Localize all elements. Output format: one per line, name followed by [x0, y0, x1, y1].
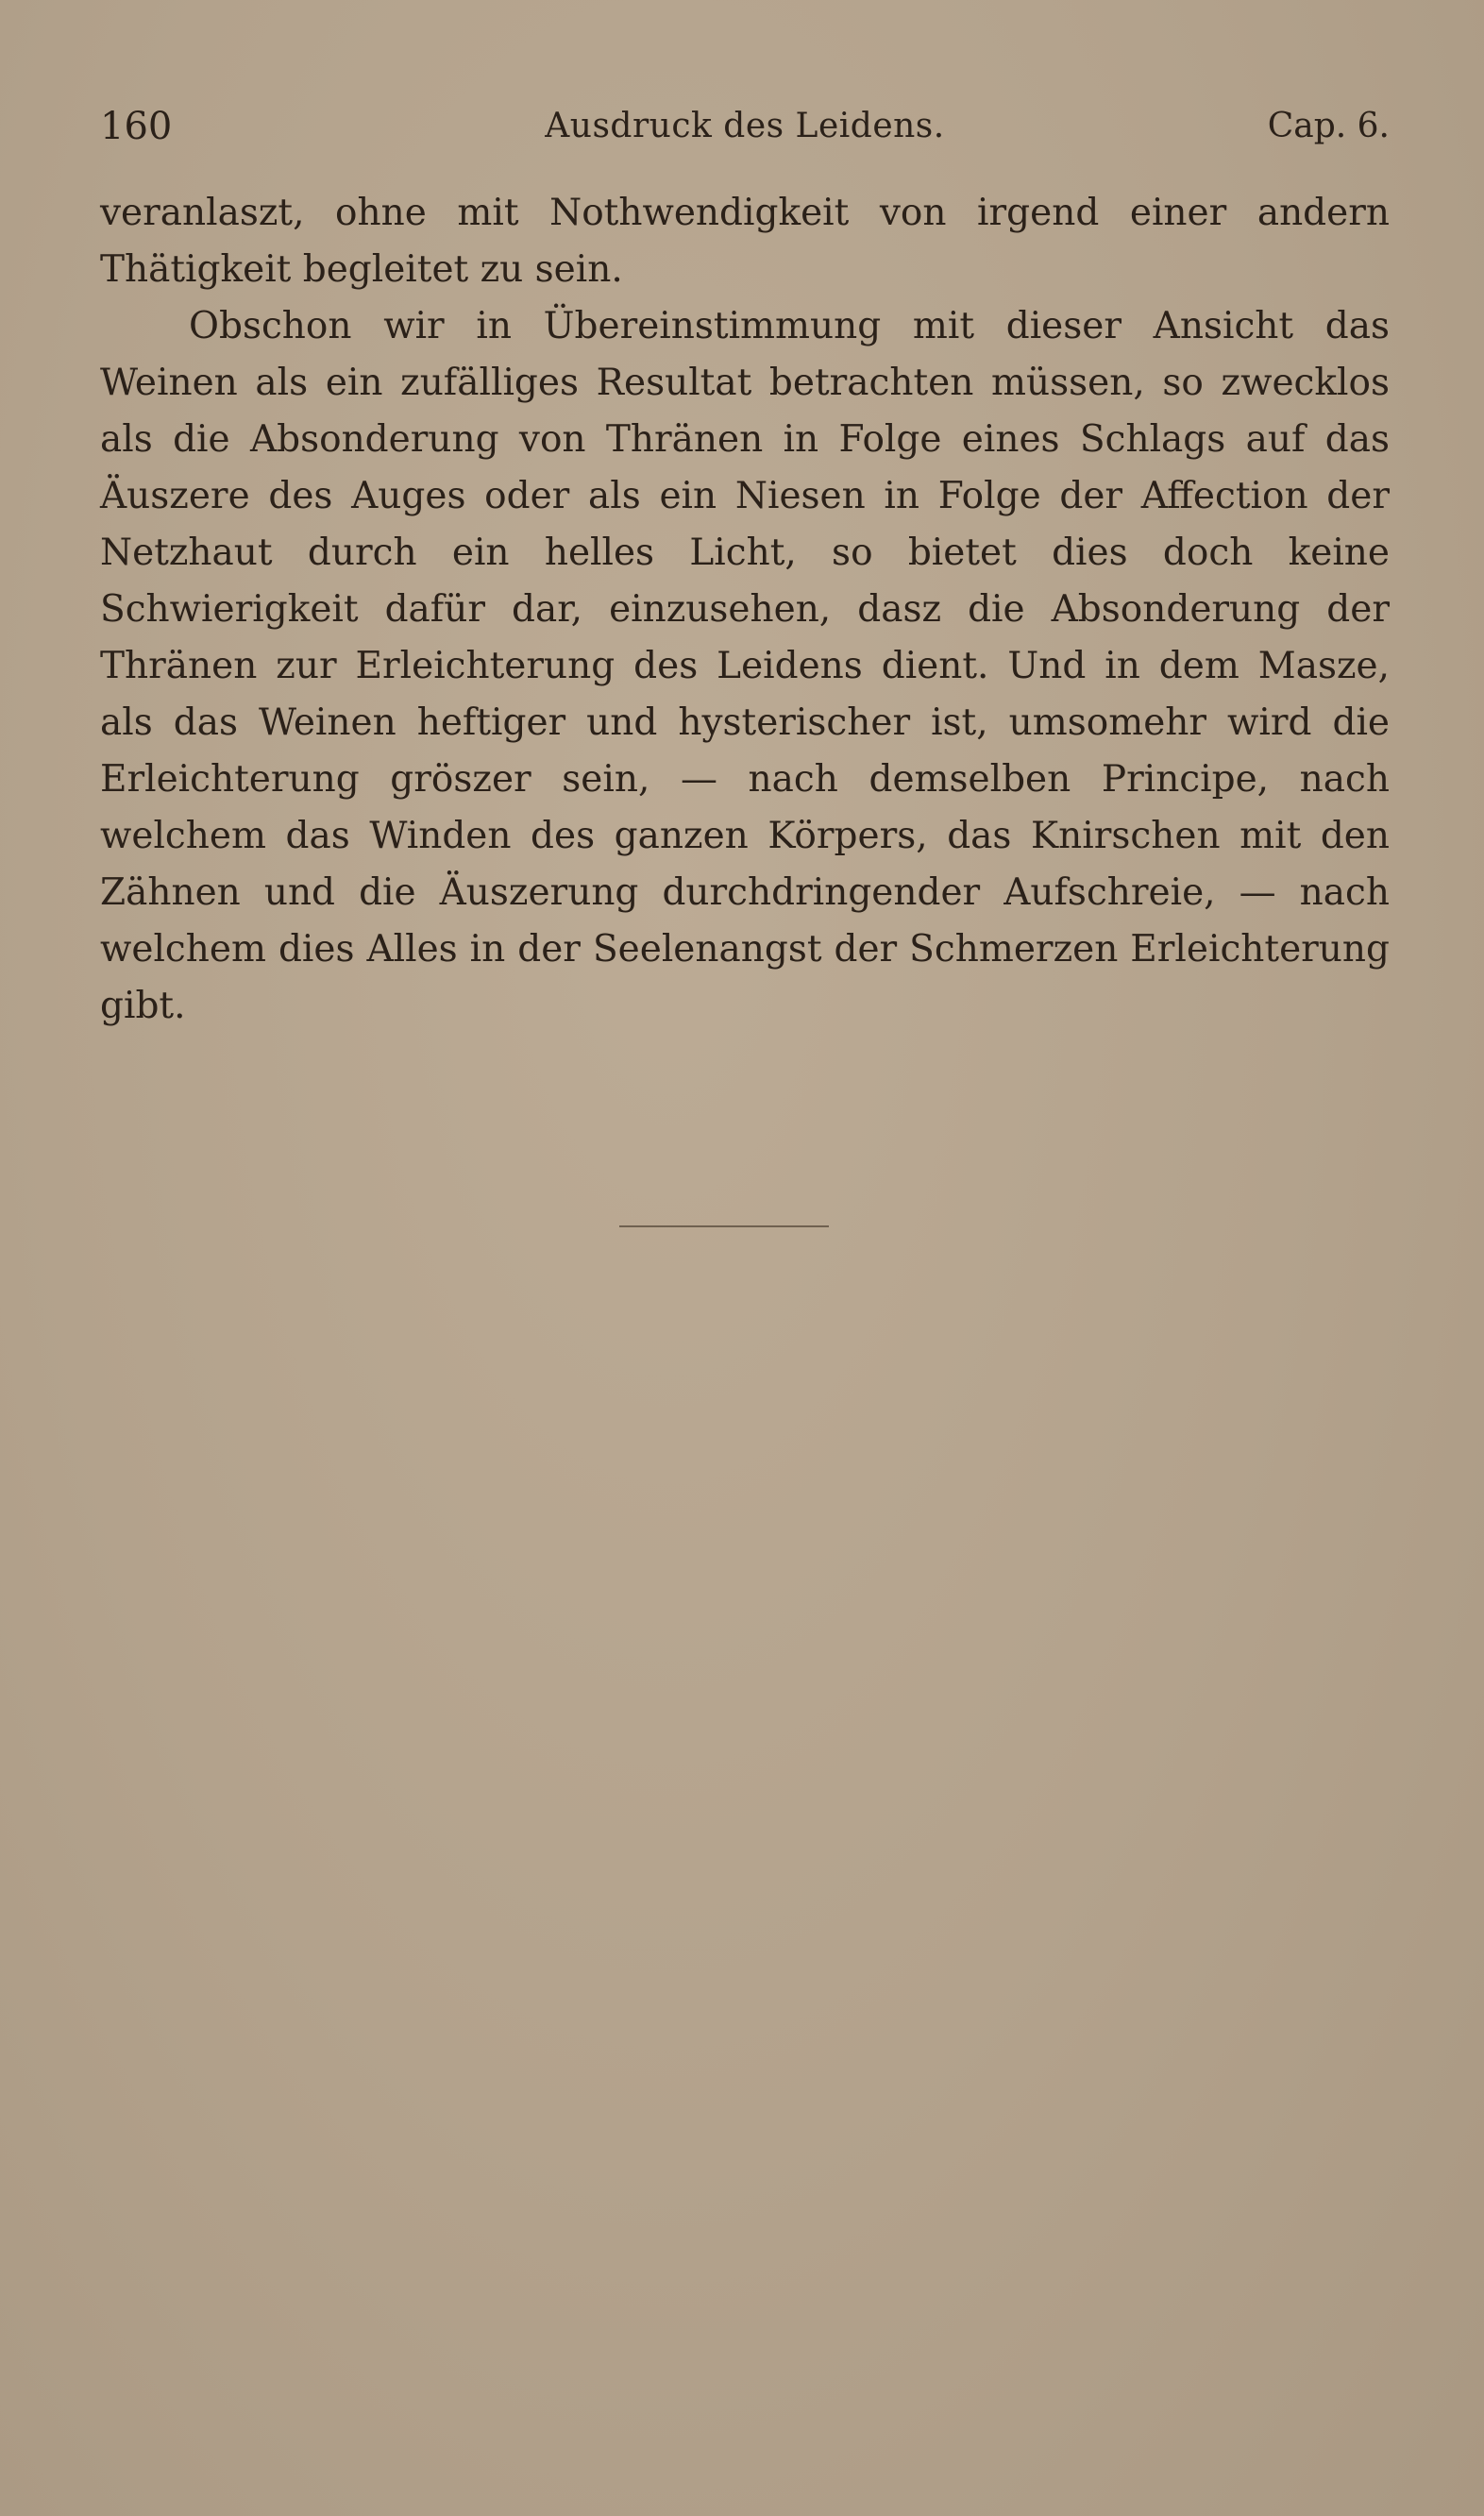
body-text — [100, 185, 1390, 1035]
running-title: Ausdruck des Leidens. — [545, 107, 945, 145]
running-head — [100, 100, 1390, 153]
section-end-rule — [619, 1225, 829, 1227]
paragraph-weinen: Obschon wir in Übereinstimmung mit dieser Ansicht das Weinen als ein zufälliges Resultat betrachten müssen, so zwecklos als die Absonderung von Thränen in Folge eines Schlags auf das Äuszere des Auges oder als ein Niesen in Folge der Affection der Netzhaut durch ein helles Licht, so bietet dies doch keine Schwierigkeit dafür dar, einzusehen, dasz die Absonderung der Thränen zur Erleichterung des Leidens dient. Und in dem Masze, als das Weinen heftiger und hysterischer ist, umsomehr wird die Erleichterung gröszer sein, — nach demselben Principe, nach welchem das Winden des ganzen Körpers, das Knirschen mit den Zähnen und die Äuszerung durchdringender Aufschreie, — nach welchem dies Alles in der Seelenangst der Schmerzen Erleichterung gibt. — [100, 305, 1390, 1027]
page-number: 160 — [100, 105, 173, 148]
paragraph-continuation: veranlaszt, ohne mit Nothwendigkeit von irgend einer andern Thätigkeit begleitet zu sein. — [100, 192, 1390, 291]
chapter-reference: Cap. 6. — [1267, 107, 1390, 145]
